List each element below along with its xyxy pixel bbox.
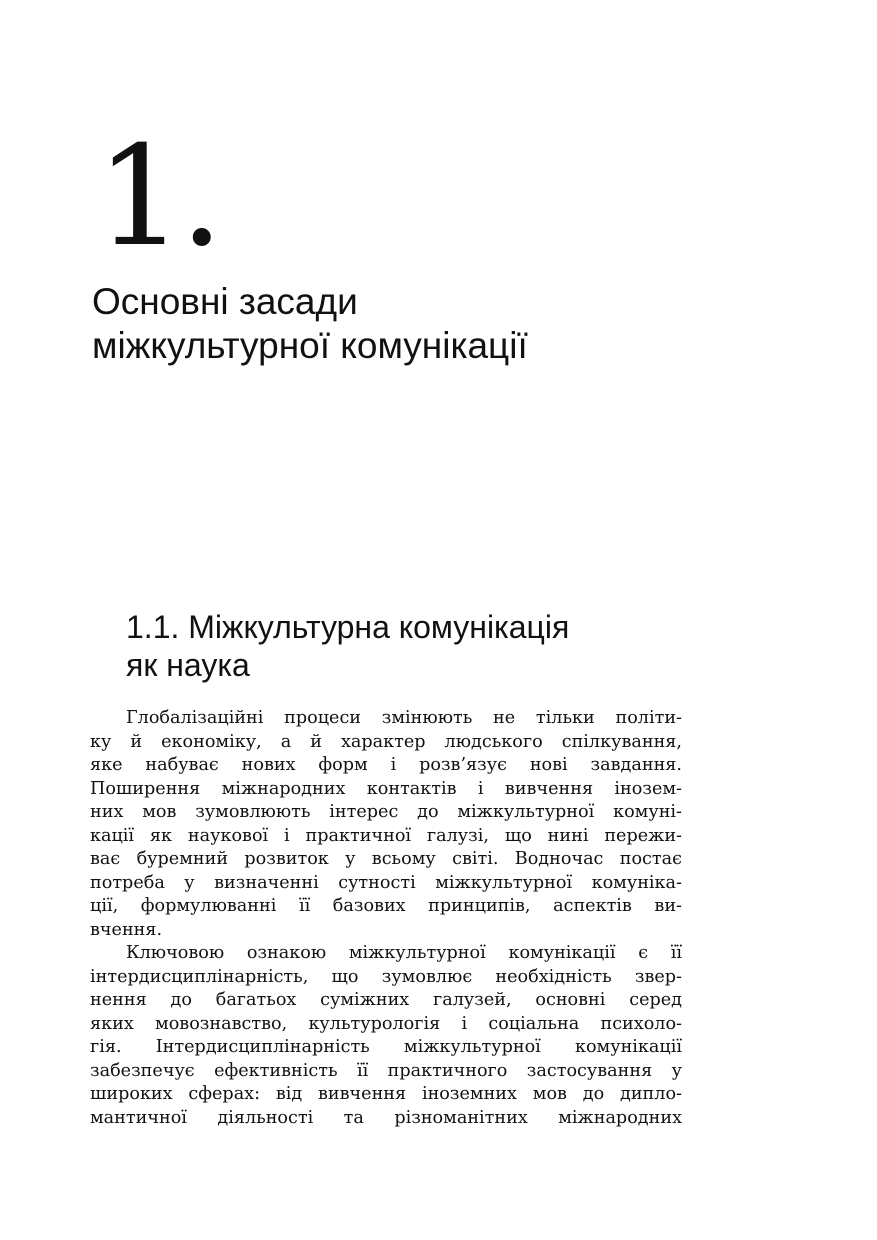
text-line: яке набуває нових форм і розв’язує нові завдання. xyxy=(90,755,682,775)
chapter-number: 1. xyxy=(96,116,220,277)
text-line: ції, формулюванні її базових принципів, аспектів ви- xyxy=(90,896,682,916)
text-line: вчення. xyxy=(90,919,163,940)
body-text xyxy=(90,707,682,1130)
text-line: нення до багатьох суміжних галузей, основні серед xyxy=(90,990,682,1010)
text-line: них мов зумовлюють інтерес до міжкультурної комуні- xyxy=(90,802,682,822)
chapter-title-line: міжкультурної комунікації xyxy=(92,325,528,366)
text-line: ку й економіку, а й характер людського спілкування, xyxy=(90,731,682,752)
text-line: ває буремний розвиток у всьому світі. Водночас постає xyxy=(90,849,682,869)
text-line: інтердисциплінарність, що зумовлює необхідність звер- xyxy=(90,966,682,987)
section-title-line: 1.1. Міжкультурна комунікація xyxy=(126,609,570,645)
text-line: Ключовою ознакою міжкультурної комунікації є її xyxy=(126,943,682,963)
text-line: Поширення міжнародних контактів і вивчення інозем- xyxy=(90,778,682,799)
section-title xyxy=(126,608,726,684)
paragraph xyxy=(90,707,682,942)
chapter-title xyxy=(92,280,812,368)
chapter-title-line: Основні засади xyxy=(92,281,358,322)
text-line: широких сферах: від вивчення іноземних мов до дипло- xyxy=(90,1084,682,1104)
text-line: потреба у визначенні сутності міжкультурної комуніка- xyxy=(90,872,682,893)
text-line: Глобалізаційні процеси змінюють не тільки політи- xyxy=(126,708,682,728)
paragraph xyxy=(90,942,682,1130)
text-line: гія. Інтердисциплінарність міжкультурної комунікації xyxy=(90,1037,682,1057)
section-title-line: як наука xyxy=(126,647,250,683)
text-line: мантичної діяльності та різноманітних міжнародних xyxy=(90,1107,682,1128)
text-line: кації як наукової і практичної галузі, що нині пережи- xyxy=(90,825,682,846)
text-line: яких мовознавство, культурологія і соціальна психоло- xyxy=(90,1013,682,1034)
text-line: забезпечує ефективність її практичного застосування у xyxy=(90,1060,682,1081)
